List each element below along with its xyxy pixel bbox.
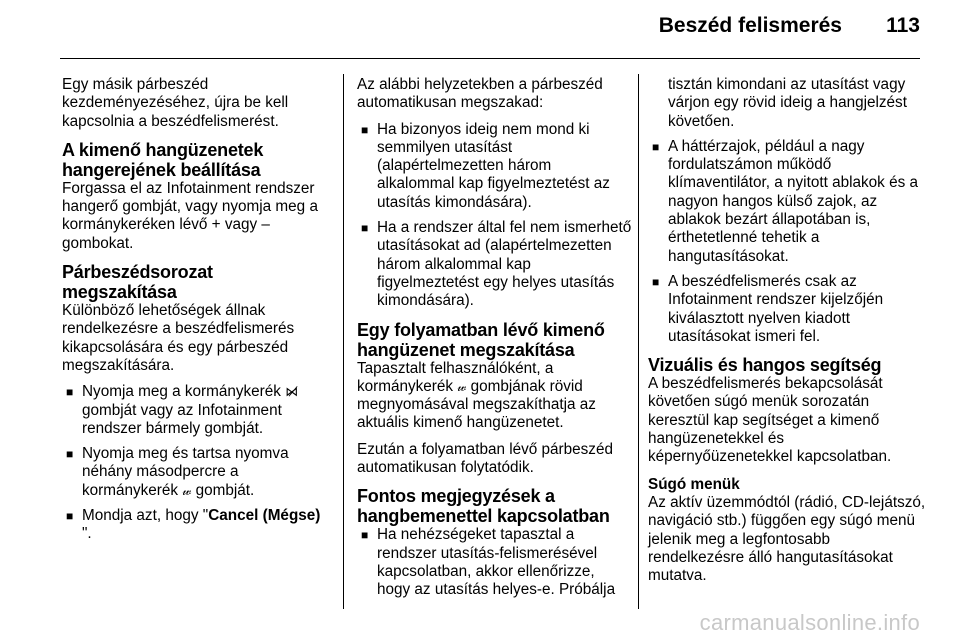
section-title-cancel-dialogue: Párbeszédsorozat megszakítása: [62, 262, 213, 303]
bullet-icon: ■: [66, 447, 74, 462]
bullet-icon: ■: [361, 528, 369, 543]
section-text-interrupt-prompt: Tapasztalt felhasználóként, a kormánykerék 𝓌 gombjának rövid megnyomásával megszakíthatja az aktuális kimenő hangüzenetet.: [357, 359, 596, 432]
column-2: [357, 76, 632, 608]
list-item: ■ Mondja azt, hogy "Cancel (Mégse) ".: [66, 507, 321, 543]
column-3: [648, 76, 926, 593]
header-title: Beszéd felismerés: [658, 14, 842, 37]
list-item: ■ A háttérzajok, például a nagy fordulatszámon működő klímaventilátor, a nyitott ablakok és a nagyon hangos külső zajok, az ablakok bezárt állapotában is, érthetetlenné tehetik a hangutasításokat.: [652, 137, 918, 265]
cancel-options-list: [62, 383, 332, 543]
voice-button-icon: 𝓌: [457, 378, 467, 394]
auto-cancel-list: [357, 121, 632, 311]
column-divider-1: [343, 74, 344, 609]
list-item: ■ Ha a rendszer által fel nem ismerhető utasításokat ad (alapértelmezetten három alkalommal kap figyelmeztetést egy helyes utasítás kimondására).: [361, 219, 632, 310]
section-title-voice-input-notes: Fontos megjegyzések a hangbemenettel kapcsolatban: [357, 486, 610, 527]
section-title-help-menus: Súgó menük: [648, 475, 740, 493]
section-text-help: A beszédfelismerés bekapcsolását követően súgó menük sorozatán keresztül kap segítséget a kimenő hangüzenetekkel és képernyőüzenetekkel kapcsolatban.: [648, 375, 892, 466]
voice-input-notes-list-cont: [648, 138, 926, 346]
section-text-cancel-dialogue: Különböző lehetőségek állnak rendelkezésre a beszédfelismerés kikapcsolására és egy párbeszéd megszakítására.: [62, 302, 295, 374]
watermark: carmanualsonline.info: [699, 610, 920, 635]
column-1: [62, 76, 332, 552]
section-text-resume: Ezután a folyamatban lévő párbeszéd automatikusan folytatódik.: [357, 440, 613, 477]
list-item: ■ Ha bizonyos ideig nem mond ki semmilyen utasítást (alapértelmezetten három alkalommal kap figyelmeztetést az utasítás kimondására).: [361, 120, 610, 211]
bullet-icon: ■: [652, 274, 660, 289]
list-item: ■ A beszédfelismerés csak az Infotainment rendszer kijelzőjén kiválasztott nyelven kiadott utasításokat ismeri fel.: [652, 272, 884, 345]
column-divider-2: [638, 74, 639, 609]
bullet-icon: ■: [361, 122, 369, 137]
page-number: 113: [886, 14, 920, 37]
list-item-continuation: tisztán kimondani az utasítást vagy várjon egy rövid ideig a hangjelzést követően.: [668, 76, 907, 130]
command-text: Cancel (Mégse): [208, 507, 321, 525]
bullet-icon: ■: [652, 139, 660, 154]
voice-input-notes-list: [357, 526, 632, 599]
list-item: ■ Ha nehézségeket tapasztal a rendszer utasítás-felismerésével kapcsolatban, akkor ellenőrizze, hogy az utasítás helyes-e. Próbálja: [361, 526, 616, 599]
bullet-icon: ■: [66, 385, 74, 400]
bullet-icon: ■: [66, 509, 74, 524]
list-item: ■ Nyomja meg a kormánykerék ⋈̸ gombját vagy az Infotainment rendszer bármely gombját.: [66, 383, 299, 437]
section-title-help: Vizuális és hangos segítség: [648, 355, 882, 376]
header-rule: [60, 58, 920, 59]
list-item: ■ Nyomja meg és tartsa nyomva néhány másodpercre a kormánykerék 𝓌 gombját.: [66, 445, 289, 499]
mute-button-icon: ⋈̸: [285, 384, 299, 400]
col1-intro: Egy másik párbeszéd kezdeményezéséhez, újra be kell kapcsolnia a beszédfelismerést.: [62, 76, 289, 130]
section-title-volume: A kimenő hangüzenetek hangerejének beállítása: [62, 139, 264, 180]
section-text-volume: Forgassa el az Infotainment rendszer hangerő gombját, vagy nyomja meg a kormánykeréken lévő + vagy – gombokat.: [62, 179, 318, 252]
section-text-help-menus: Az aktív üzemmódtól (rádió, CD-lejátszó, navigáció stb.) függően egy súgó menü jelenik meg a legfontosabb rendelkezésre álló hangutasításokat mutatva.: [648, 493, 926, 585]
col2-intro: Az alábbi helyzetekben a párbeszéd automatikusan megszakad:: [357, 76, 603, 112]
bullet-icon: ■: [361, 221, 369, 236]
voice-button-icon: 𝓌: [182, 482, 192, 498]
section-title-interrupt-prompt: Egy folyamatban lévő kimenő hangüzenet megszakítása: [357, 319, 605, 360]
